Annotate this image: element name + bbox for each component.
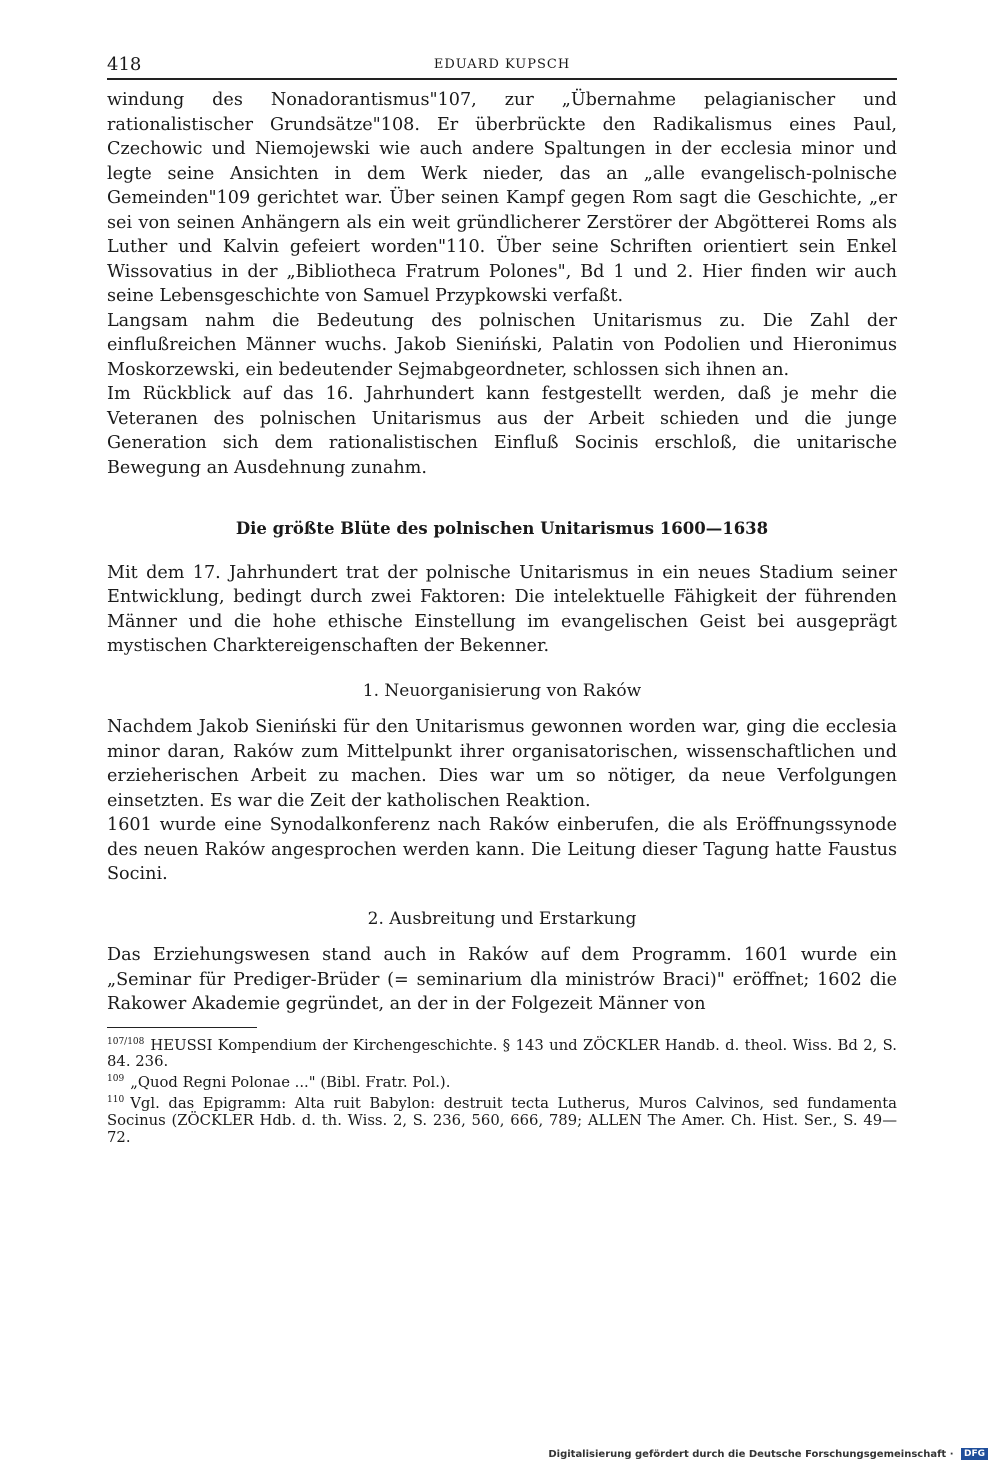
footnote-text: Vgl. das Epigramm: Alta ruit Babylon: destruit tecta Lutherus, Muros Calvinos, sed fundamenta Socinus (ZÖCKLER Hdb. d. th. Wiss. 2, S. 236, 560, 666, 789; ALLEN The Amer. Ch. Hist. Ser., S. 49—72. [107, 1095, 897, 1147]
footnote-text: „Quod Regni Polonae ..." (Bibl. Fratr. Pol.). [130, 1074, 451, 1092]
subheading: 2. Ausbreitung und Erstarkung [367, 908, 637, 929]
paragraph: Im Rückblick auf das 16. Jahrhundert kann festgestellt werden, daß je mehr die Veteranen des polnischen Unitarismus aus der Arbeit schieden und die junge Generation sich dem rationalistischen Einfluß Socinis erschloß, die unitarische Bewegung an Ausdehnung zunahm. [107, 384, 897, 478]
footnote [107, 1092, 897, 1146]
digitization-note [548, 1448, 988, 1460]
footnote-mark: 109 [107, 1074, 125, 1085]
footnote [107, 1034, 897, 1071]
page [107, 50, 897, 1147]
paragraph: Langsam nahm die Bedeutung des polnischen Unitarismus zu. Die Zahl der einflußreichen Männer wuchs. Jakob Sieniński, Palatin von Podolien und Hieronimus Moskorzewski, ein bedeutender Sejmabgeordneter, schlossen sich ihnen an. [107, 310, 897, 380]
section-heading: Die größte Blüte des polnischen Unitarismus 1600—1638 [235, 519, 769, 538]
page-number: 418 [107, 54, 142, 75]
footnotes [107, 1034, 897, 1147]
footnote-mark: 107/108 [107, 1036, 145, 1047]
footnote [107, 1071, 897, 1091]
paragraph: Das Erziehungswesen stand auch in Raków auf dem Programm. 1601 wurde ein „Seminar für Prediger-Brüder (= seminarium dla ministrów Braci)" eröffnet; 1602 die Rakower Akademie gegründet, an der in der Folgezeit Männer von [107, 945, 897, 1014]
body-text [107, 88, 897, 1017]
subheading: 1. Neuorganisierung von Raków [362, 680, 642, 701]
paragraph: windung des Nonadorantismus"107, zur „Übernahme pelagianischer und rationalistischer Grundsätze"108. Er überbrückte den Radikalismus eines Paul, Czechowic und Niemojewski wie auch andere Spaltungen in der ecclesia minor und legte seine Ansichten in dem Werk nieder, das an „alle evangelisch-polnische Gemeinden"109 gerichtet war. Über seinen Kampf gegen Rom sagt die Geschichte, „er sei von seinen Anhängern als ein weit gründlicherer Zerstörer der Abgötterei Roms als Luther und Kalvin gefeiert worden"110. Über seine Schriften orientiert sein Enkel Wissovatius in der „Bibliotheca Fratrum Polones", Bd 1 und 2. Hier finden wir auch seine Lebensgeschichte von Samuel Przypkowski verfaßt. [107, 90, 897, 306]
footnote-divider [107, 1027, 257, 1028]
running-title: EDUARD KUPSCH [433, 57, 571, 72]
digitization-text: Digitalisierung gefördert durch die Deutsche Forschungsgemeinschaft · [548, 1449, 954, 1460]
paragraph: 1601 wurde eine Synodalkonferenz nach Raków einberufen, die als Eröffnungssynode des neuen Raków angesprochen werden kann. Die Leitung dieser Tagung hatte Faustus Socini. [107, 815, 897, 884]
footnote-mark: 110 [107, 1095, 125, 1106]
paragraph: Nachdem Jakob Sieniński für den Unitarismus gewonnen worden war, ging die ecclesia minor daran, Raków zum Mittelpunkt ihrer organisatorischen, wissenschaftlichen und erzieherischen Arbeit zu machen. Dies war um so nötiger, da neue Verfolgungen einsetzten. Es war die Zeit der katholischen Reaktion. [107, 717, 897, 811]
running-head [107, 50, 897, 80]
paragraph: Mit dem 17. Jahrhundert trat der polnische Unitarismus in ein neues Stadium seiner Entwicklung, bedingt durch zwei Faktoren: Die intelektuelle Fähigkeit der führenden Männer und die hohe ethische Einstellung im evangelischen Geist bei ausgeprägt mystischen Charktereigenschaften der Bekenner. [107, 562, 897, 656]
footnote-text: HEUSSI Kompendium der Kirchengeschichte. § 143 und ZÖCKLER Handb. d. theol. Wiss. Bd 2, S. 84. 236. [107, 1036, 897, 1071]
dfg-logo-icon: DFG [961, 1448, 988, 1460]
